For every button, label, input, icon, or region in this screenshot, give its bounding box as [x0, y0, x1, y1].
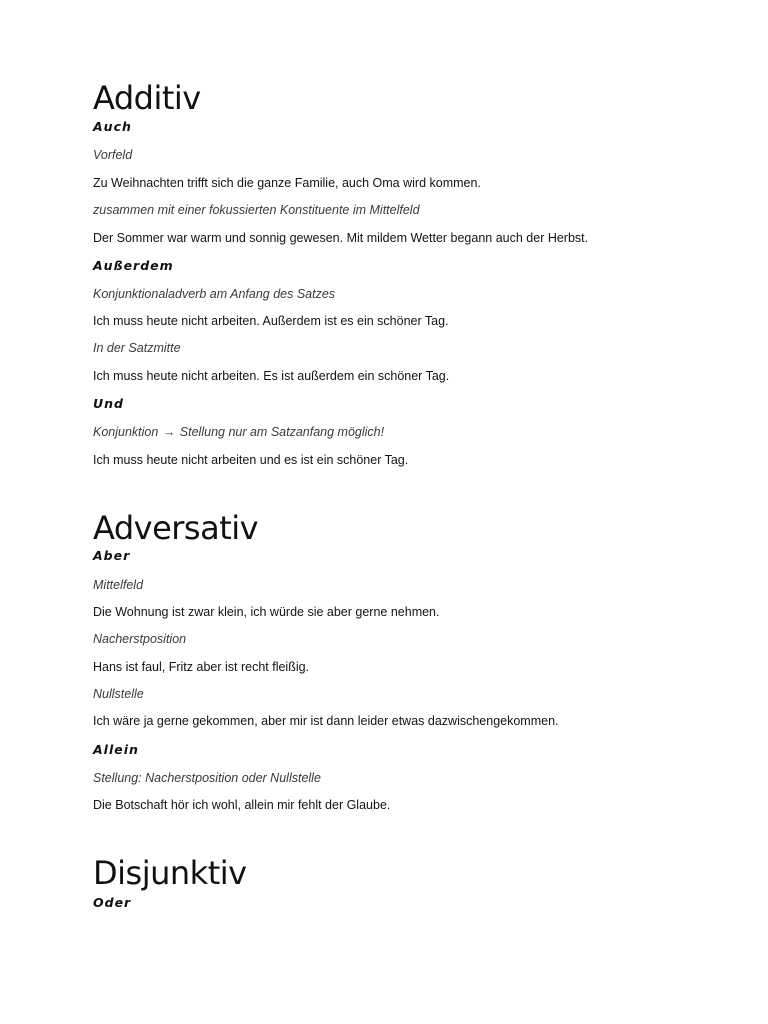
usage-note: Konjunktionaladverb am Anfang des Satzes	[93, 287, 336, 301]
usage-note: In der Satzmitte	[93, 341, 181, 355]
example-sentence: Zu Weihnachten trifft sich die ganze Familie, auch Oma wird kommen.	[93, 176, 481, 190]
section-heading-additiv: Additiv	[93, 79, 201, 117]
usage-note-text: Konjunktion	[93, 425, 159, 439]
usage-note: Mittelfeld	[93, 578, 144, 592]
example-sentence: Hans ist faul, Fritz aber ist recht fleißig.	[93, 660, 310, 674]
subheading-und: Und	[93, 396, 124, 411]
usage-note: Stellung: Nacherstposition oder Nullstelle	[93, 771, 321, 785]
usage-note	[93, 426, 384, 439]
section-heading-disjunktiv: Disjunktiv	[93, 854, 247, 892]
example-sentence: Ich muss heute nicht arbeiten. Außerdem ist es ein schöner Tag.	[93, 314, 449, 328]
example-sentence: Ich muss heute nicht arbeiten und es ist ein schöner Tag.	[93, 453, 409, 467]
usage-note: Nacherstposition	[93, 632, 187, 646]
subheading-auch: Auch	[93, 119, 132, 134]
usage-note: zusammen mit einer fokussierten Konstituente im Mittelfeld	[93, 203, 420, 217]
example-sentence: Ich muss heute nicht arbeiten. Es ist außerdem ein schöner Tag.	[93, 369, 450, 383]
usage-note: Nullstelle	[93, 687, 144, 701]
usage-note: Vorfeld	[93, 148, 133, 162]
arrow-right-icon: →	[162, 425, 176, 439]
subheading-ausserdem: Außerdem	[93, 258, 174, 273]
example-sentence: Die Botschaft hör ich wohl, allein mir fehlt der Glaube.	[93, 798, 391, 812]
subheading-allein: Allein	[93, 742, 139, 757]
subheading-oder: Oder	[93, 895, 132, 910]
section-heading-adversativ: Adversativ	[93, 509, 259, 547]
example-sentence: Der Sommer war warm und sonnig gewesen. Mit mildem Wetter begann auch der Herbst.	[93, 231, 589, 245]
example-sentence: Die Wohnung ist zwar klein, ich würde sie aber gerne nehmen.	[93, 605, 440, 619]
usage-note-text: Stellung nur am Satzanfang möglich!	[179, 425, 385, 439]
example-sentence: Ich wäre ja gerne gekommen, aber mir ist dann leider etwas dazwischengekommen.	[93, 714, 559, 728]
subheading-aber: Aber	[93, 548, 131, 563]
